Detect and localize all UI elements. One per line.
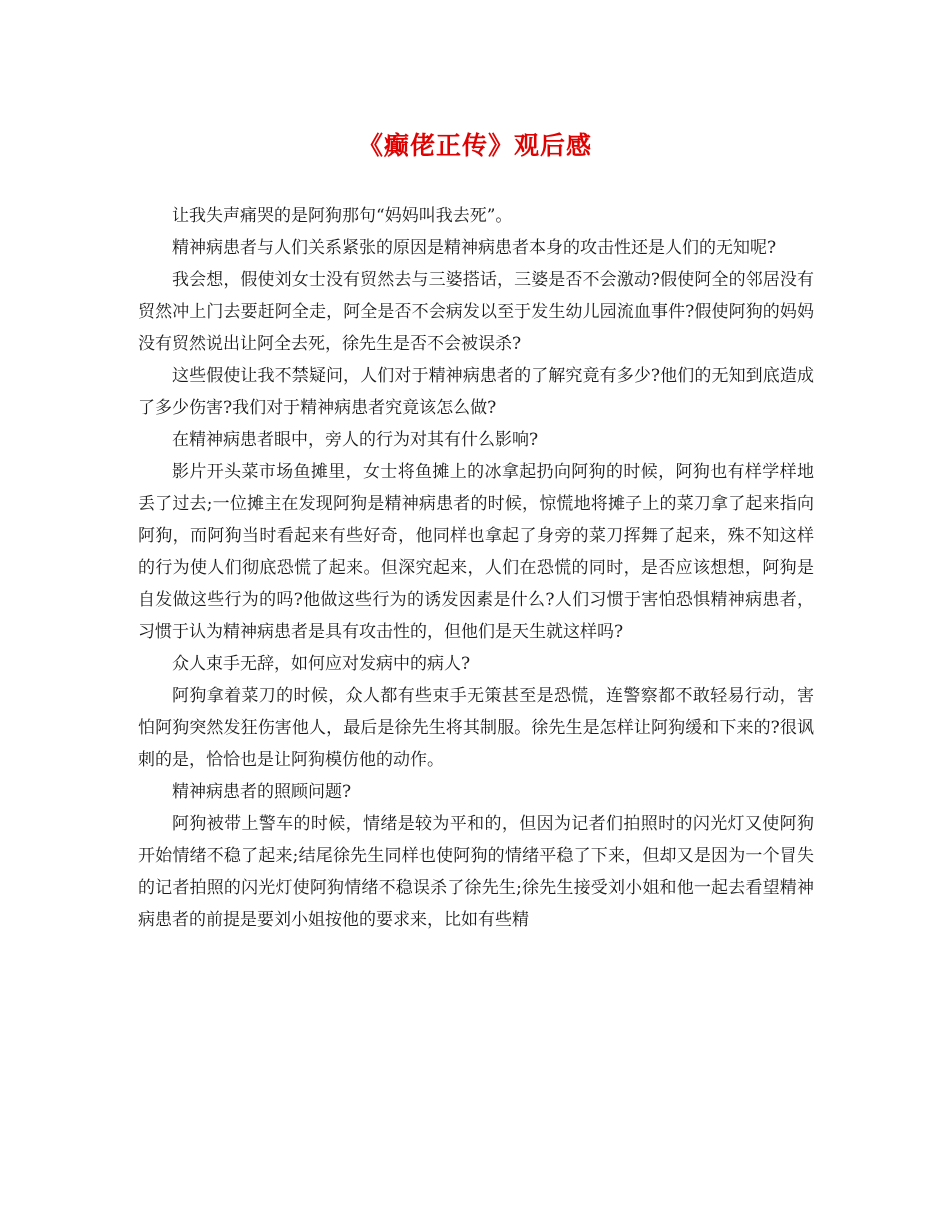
paragraph: 我会想，假使刘女士没有贸然去与三婆搭话，三婆是否不会激动?假使阿全的邻居没有贸然冲上门去要赶阿全走，阿全是否不会病发以至于发生幼儿园流血事件?假使阿狗的妈妈没有贸然说出让阿全去死，徐先生是否不会被误杀? bbox=[138, 270, 814, 354]
paragraph: 在精神病患者眼中，旁人的行为对其有什么影响? bbox=[172, 430, 539, 450]
document-body bbox=[138, 200, 814, 936]
paragraph: 阿狗被带上警车的时候，情绪是较为平和的，但因为记者们拍照时的闪光灯又使阿狗开始情绪不稳了起来;结尾徐先生同样也使阿狗的情绪平稳了下来，但却又是因为一个冒失的记者拍照的闪光灯使阿狗情绪不稳误杀了徐先生;徐先生接受刘小姐和他一起去看望精神病患者的前提是要刘小姐按他的要求来，比如有些精 bbox=[138, 814, 814, 930]
paragraph: 这些假使让我不禁疑问，人们对于精神病患者的了解究竟有多少?他们的无知到底造成了多少伤害?我们对于精神病患者究竟该怎么做? bbox=[138, 366, 814, 418]
paragraph: 影片开头菜市场鱼摊里，女士将鱼摊上的冰拿起扔向阿狗的时候，阿狗也有样学样地丢了过去;一位摊主在发现阿狗是精神病患者的时候，惊慌地将摊子上的菜刀拿了起来指向阿狗，而阿狗当时看起来有些好奇，他同样也拿起了身旁的菜刀挥舞了起来，殊不知这样的行为使人们彻底恐慌了起来。但深究起来，人们在恐慌的同时，是否应该想想，阿狗是自发做这些行为的吗?他做这些行为的诱发因素是什么?人们习惯于害怕恐惧精神病患者，习惯于认为精神病患者是具有攻击性的，但他们是天生就这样吗? bbox=[138, 462, 814, 642]
paragraph: 精神病患者与人们关系紧张的原因是精神病患者本身的攻击性还是人们的无知呢? bbox=[172, 238, 777, 258]
paragraph: 让我失声痛哭的是阿狗那句“妈妈叫我去死”。 bbox=[172, 206, 513, 226]
paragraph: 阿狗拿着菜刀的时候，众人都有些束手无策甚至是恐慌，连警察都不敢轻易行动，害怕阿狗突然发狂伤害他人，最后是徐先生将其制服。徐先生是怎样让阿狗缓和下来的?很讽刺的是，恰恰也是让阿狗模仿他的动作。 bbox=[138, 686, 814, 770]
paragraph: 精神病患者的照顾问题? bbox=[172, 782, 352, 802]
document-title: 《癫佬正传》观后感 bbox=[357, 131, 592, 160]
paragraph: 众人束手无辞，如何应对发病中的病人? bbox=[172, 654, 471, 674]
